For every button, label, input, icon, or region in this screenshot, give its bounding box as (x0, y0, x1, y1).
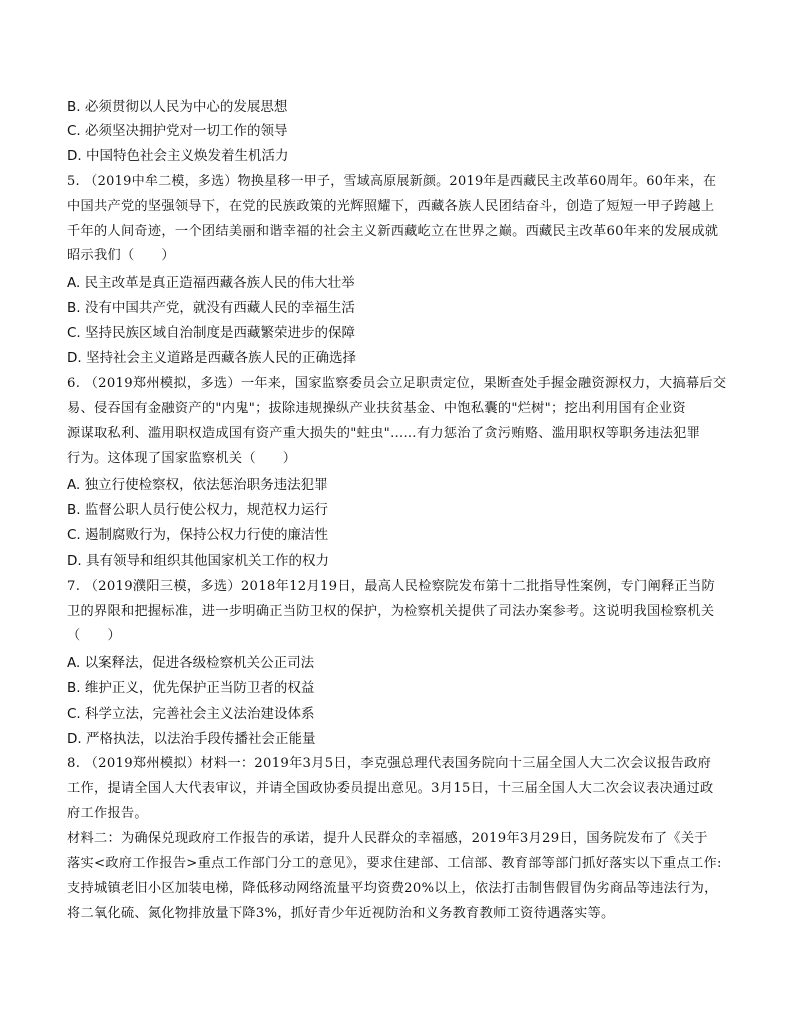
q6-option-d: D. 具有领导和组织其他国家机关工作的权力 (67, 553, 329, 569)
q6-stem-line-4: 行为。这体现了国家监察机关（ ） (67, 451, 297, 466)
q7-option-a: A. 以案释法，促进各级检察机关公正司法 (67, 655, 315, 671)
q8-material-2-line-1: 材料二：为确保兑现政府工作报告的承诺，提升人民群众的幸福感，2019年3月29日，国务院发布了《关于 (67, 831, 708, 846)
q8-material-2-line-4: 将二氧化硫、氮化物排放量下降3%，抓好青少年近视防治和义务教育教师工资待遇落实等。 (67, 906, 615, 921)
q5-option-a: A. 民主改革是真正造福西藏各族人民的伟大壮举 (67, 275, 355, 291)
q8-stem-line-1: 8. （2019郑州模拟）材料一：2019年3月5日，李克强总理代表国务院向十三届全国人大二次会议报告政府 (67, 756, 712, 771)
q6-option-a: A. 独立行使检察权，依法惩治职务违法犯罪 (67, 477, 328, 493)
q7-stem-line-3: （ ） (67, 628, 121, 643)
q7-option-d: D. 严格执法，以法治手段传播社会正能量 (67, 731, 316, 747)
q5-stem-line-2: 中国共产党的坚强领导下，在党的民族政策的光辉照耀下，西藏各族人民团结奋斗，创造了短短一甲子跨越上 (67, 199, 715, 214)
q6-option-c: C. 遏制腐败行为，保持公权力行使的廉洁性 (67, 527, 329, 543)
q5-stem-line-1: 5. （2019中牟二模，多选）物换星移一甲子，雪域高原展新颜。2019年是西藏民主改革60周年。60年来，在 (67, 174, 717, 189)
q4-option-d: D. 中国特色社会主义焕发着生机活力 (67, 148, 289, 164)
q4-option-b: B. 必须贯彻以人民为中心的发展思想 (67, 99, 288, 115)
q8-material-2-line-3: 支持城镇老旧小区加装电梯，降低移动网络流量平均资费20%以上，依法打击制售假冒伪劣商品等违法行为， (67, 881, 718, 896)
q4-option-c: C. 必须坚决拥护党对一切工作的领导 (67, 123, 288, 139)
q5-option-b: B. 没有中国共产党，就没有西藏人民的幸福生活 (67, 300, 355, 316)
q6-stem-line-2: 易、侵吞国有金融资产的"内鬼"；拔除违规操纵产业扶贫基金、中饱私囊的"烂树"；挖出利用国有企业资 (67, 401, 686, 416)
q6-stem-line-1: 6. （2019郑州模拟，多选）一年来，国家监察委员会立足职责定位，果断查处手握金融资源权力，大搞幕后交 (67, 376, 727, 391)
q5-option-c: C. 坚持民族区域自治制度是西藏繁荣进步的保障 (67, 325, 356, 341)
q8-material-2-line-2: 落实<政府工作报告>重点工作部门分工的意见》，要求住建部、工信部、教育部等部门抓好落实以下重点工作: (67, 856, 722, 871)
q5-stem-line-3: 千年的人间奇迹，一个团结美丽和谐幸福的社会主义新西藏屹立在世界之巅。西藏民主改革60年来的发展成就 (67, 224, 719, 239)
q6-stem-line-3: 源谋取私利、滥用职权造成国有资产重大损失的"蛀虫"……有力惩治了贪污贿赂、滥用职权等职务违法犯罪 (67, 426, 701, 441)
q7-stem-line-2: 卫的界限和把握标准，进一步明确正当防卫权的保护，为检察机关提供了司法办案参考。这说明我国检察机关 (67, 604, 715, 619)
q5-stem-line-4: 昭示我们（ ） (67, 248, 175, 263)
q7-stem-line-1: 7. （2019濮阳三模，多选）2018年12月19日，最高人民检察院发布第十二批指导性案例，专门阐释正当防 (67, 579, 715, 594)
q7-option-c: C. 科学立法，完善社会主义法治建设体系 (67, 706, 315, 722)
q6-option-b: B. 监督公职人员行使公权力，规范权力运行 (67, 502, 328, 518)
q7-option-b: B. 维护正义，优先保护正当防卫者的权益 (67, 680, 315, 696)
q8-stem-line-2: 工作，提请全国人大代表审议，并请全国政协委员提出意见。3月15日，十三届全国人大二次会议表决通过政 (67, 781, 714, 796)
q5-option-d: D. 坚持社会主义道路是西藏各族人民的正确选择 (67, 350, 356, 366)
q8-stem-line-3: 府工作报告。 (67, 806, 148, 821)
